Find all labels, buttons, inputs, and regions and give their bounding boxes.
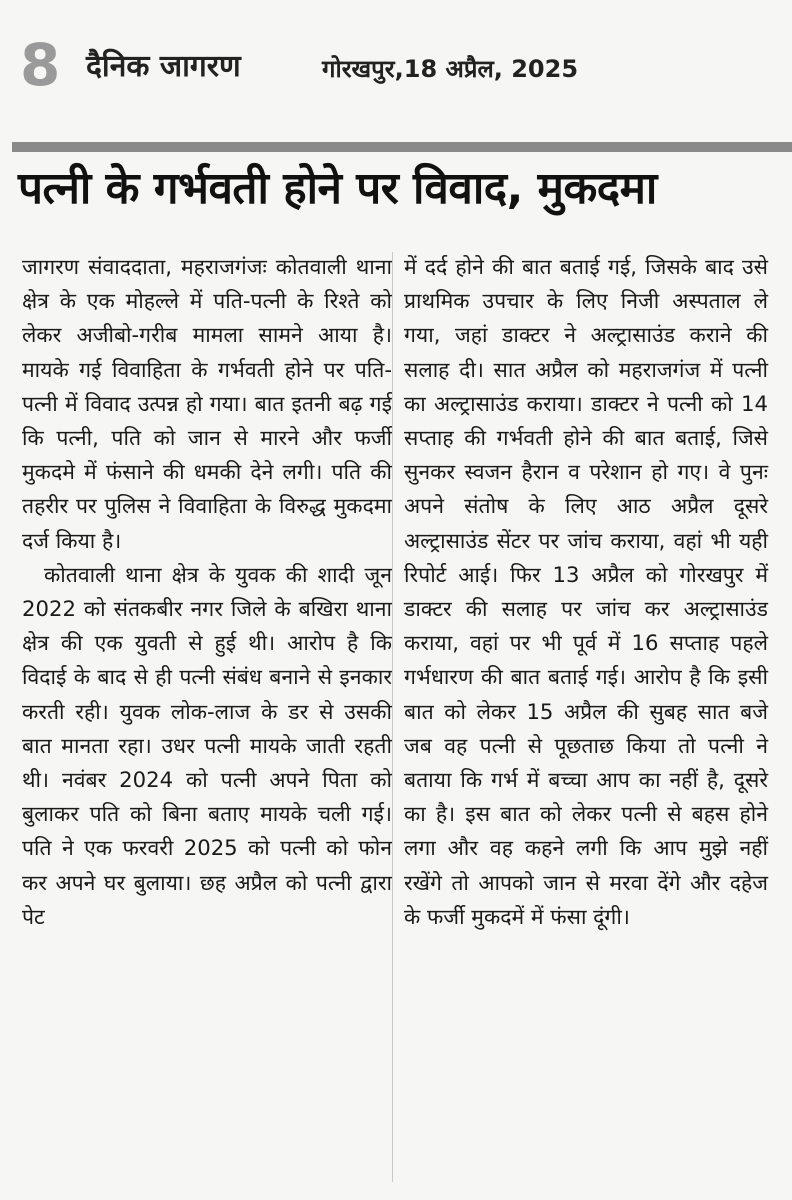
- edition-date: गोरखपुर,18 अप्रैल, 2025: [322, 55, 579, 83]
- article-paragraph: में दर्द होने की बात बताई गई, जिसके बाद उसे प्राथमिक उपचार के लिए निजी अस्पताल ले गया, जहां डाक्टर ने अल्ट्रासाउंड कराने की सलाह दी। सात अप्रैल को महराजगंज में पत्नी का अल्ट्रासाउंड कराया। डाक्टर ने पत्नी को 14 सप्ताह की गर्भवती होने की बात बताई, जिसे सुनकर स्वजन हैरान व परेशान हो गए। वे पुनः अपने संतोष के लिए आठ अप्रैल दूसरे अल्ट्रासाउंड सेंटर पर जांच कराया, वहां भी यही रिपोर्ट आई। फिर 13 अप्रैल को गोरखपुर में डाक्टर की सलाह पर जांच कर अल्ट्रासाउंड कराया, वहां पर भी पूर्व में 16 सप्ताह पहले गर्भधारण की बात बताई गई। आरोप है कि इसी बात को लेकर 15 अप्रैल की सुबह सात बजे जब वह पत्नी से पूछताछ किया तो पत्नी ने बताया कि गर्भ में बच्चा आप का नहीं है, दूसरे का है। इस बात को लेकर पत्नी से बहस होने लगा और वह कहने लगी कि आप मुझे नहीं रखेंगे तो आपको जान से मरवा देंगे और दहेज के फर्जी मुकदमें में फंसा दूंगी।: [404, 254, 768, 929]
- article-paragraph: जागरण संवाददाता, महराजगंजः कोतवाली थाना क्षेत्र के एक मोहल्ले में पति-पत्नी के रिश्ते को लेकर अजीबो-गरीब मामला सामने आया है। मायके गई विवाहिता के गर्भवती होने पर पति-पत्नी में विवाद उत्पन्न हो गया। बात इतनी बढ़ गई कि पत्नी, पति को जान से मारने और फर्जी मुकदमे में फंसाने की धमकी देने लगी। पति की तहरीर पर पुलिस ने विवाहिता के विरुद्ध मुकदमा दर्ज किया है।: [22, 254, 392, 553]
- article-column-left: [22, 250, 392, 934]
- column-divider: [392, 252, 393, 1182]
- page-number: 8: [20, 31, 61, 99]
- masthead-rule: [12, 142, 792, 152]
- article-column-right: [404, 250, 768, 934]
- article-paragraph: कोतवाली थाना क्षेत्र के युवक की शादी जून 2022 को संतकबीर नगर जिले के बखिरा थाना क्षेत्र की एक युवती से हुई थी। आरोप है कि विदाई के बाद से ही पत्नी संबंध बनाने से इनकार करती रही। युवक लोक-लाज के डर से उसकी बात मानता रहा। उधर पत्नी मायके जाती रहती थी। नवंबर 2024 को पत्नी अपने पिता को बुलाकर पति को बिना बताए मायके चली गई। पति ने एक फरवरी 2025 को पत्नी को फोन कर अपने घर बुलाया। छह अप्रैल को पत्नी द्वारा पेट: [22, 561, 392, 929]
- newspaper-name: दैनिक जागरण: [86, 49, 241, 84]
- headline: पत्नी के गर्भवती होने पर विवाद, मुकदमा: [18, 163, 657, 214]
- masthead: [0, 30, 792, 120]
